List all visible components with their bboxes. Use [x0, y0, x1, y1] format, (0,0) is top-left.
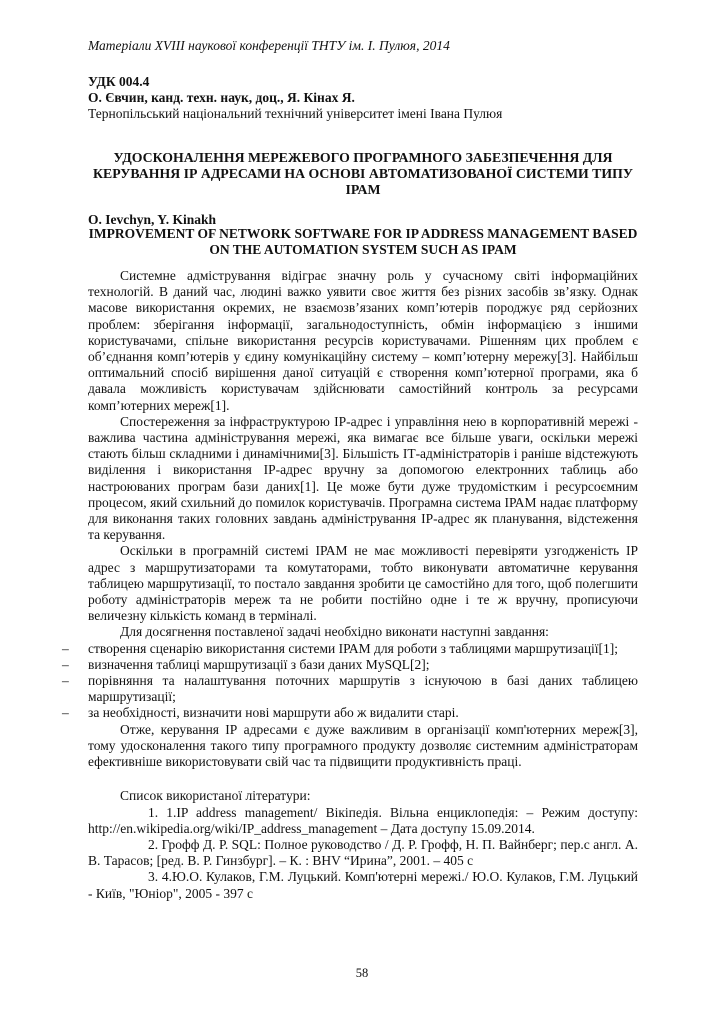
conclusion-paragraph: Отже, керування ІР адресами є дуже важливим в організації комп'ютерних мереж[3], тому удосконалення такого типу програмного продукту дозволяє системним адміністраторам ефективніше використовувати свій час та підвищити продуктивність праці. — [88, 721, 638, 770]
reference-item: 2. Грофф Д. Р. SQL: Полное руководство / Д. Р. Грофф, Н. П. Вайнберг; пер.с англ. А. В. Тарасов; [ред. В. Р. Гинзбург]. – К. : BHV “Ирина”, 2001. – 405 с — [88, 836, 638, 869]
article-body — [62, 268, 638, 902]
authors-uk: О. Євчин, канд. техн. наук, доц., Я. Кінах Я. — [88, 90, 355, 105]
list-item — [62, 705, 638, 721]
title-english: IMPROVEMENT OF NETWORK SOFTWARE FOR IP ADDRESS MANAGEMENT BASED ON THE AUTOMATION SYSTEM SUCH AS IPAM — [88, 226, 638, 257]
dash-marker: – — [62, 673, 69, 689]
list-item-text: за необхідності, визначити нові маршрути або ж видалити старі. — [88, 705, 459, 721]
dash-marker: – — [62, 640, 69, 656]
paragraph-4: Для досягнення поставленої задачі необхідно виконати наступні завдання: — [120, 624, 549, 640]
list-item — [62, 673, 638, 705]
udk-code: УДК 004.4 — [88, 74, 150, 89]
page-number: 58 — [355, 966, 369, 980]
dash-marker: – — [62, 705, 69, 721]
running-header: Матеріали XVIII наукової конференції ТНТУ ім. І. Пулюя, 2014 — [88, 38, 450, 53]
list-item — [62, 640, 638, 657]
reference-item: 1. 1.IP address management/ Вікіпедія. Вільна енциклопедія: – Режим доступу: http://en.wikipedia.org/wiki/IP_address_management – Дата доступу 15.09.2014. — [88, 804, 638, 836]
paragraph-3: Оскільки в програмній системі ІРАМ не має можливості перевіряти узгодженість ІР адрес з маршрутизаторами та комутаторами, тобто виконувати автоматичне керування таблицею маршрутизації, то постало завдання зробити це самостійно для того, щоб полегшити роботу адміністраторів мереж та не робити постійно одне і те ж вручну, прописуючи величезну кількість команд в терміналі. — [88, 543, 638, 624]
task-list — [62, 640, 638, 722]
reference-item: 3. 4.Ю.О. Кулаков, Г.М. Луцький. Комп'ютерні мережі./ Ю.О. Кулаков, Г.М. Луцький - Київ, "Юніор", 2005 - 397 с — [88, 869, 638, 901]
references-title: Список використаної літератури: — [120, 788, 311, 804]
paragraph-2: Спостереження за інфраструктурою ІР-адрес і управління нею в корпоративній мережі - важлива частина адміністрування мережі, яка вимагає все більше уваги, оскільки мережі стають більш складними і динамічними[3]. Більшість ІТ-адміністраторів і раніше відстежують виділення і використання ІР-адрес вручну за допомогою електронних таблиць або настроюваних програм бази даних[1]. Це може бути дуже трудомістким і ресурсоємним процесом, який схильний до помилок користувачів. Програмна система ІРАМ надає платформу для виконання таких головних завдань адміністрування ІР-адрес як планування, відстеження та керування. — [88, 413, 638, 543]
references — [88, 788, 638, 901]
title-ukrainian: УДОСКОНАЛЕННЯ МЕРЕЖЕВОГО ПРОГРАМНОГО ЗАБЕЗПЕЧЕННЯ ДЛЯ КЕРУВАННЯ ІР АДРЕСАМИ НА ОСНОВІ АВТОМАТИЗОВАНОЇ СИСТЕМИ ТИПУ ІРАМ — [93, 150, 633, 197]
list-item-text: порівняння та налаштування поточних маршрутів з існуючою в базі даних таблицею маршрутизації; — [88, 673, 638, 705]
affiliation: Тернопільський національний технічний університет імені Івана Пулюя — [88, 106, 503, 121]
dash-marker: – — [62, 656, 69, 672]
paragraph-1: Системне адмістрування відіграє значну роль у сучасному світі інформаційних технологій. В даний час, людині важко уявити своє життя без різних засобів зв’язку. Однак масове використання окремих, не взаємозв’язаних комп’ютерів породжує ряд серйозних проблем: зберігання інформації, загальнодоступність, обмін інформацією з іншими користувачами, спільне використання ресурсів користувачами. Рішенням цих проблем є об’єднання комп’ютерів у єдину комунікаційну систему – комп’ютерну мережу[3]. Найбільш оптимальний спосіб вирішення даної ситуацій є створення комп’ютерної програми, яка б давала можливість користувачам здійснювати самостійний контроль за ресурсами комп’ютерних мереж[1]. — [88, 268, 638, 413]
list-item-text: створення сценарію використання системи ІРАМ для роботи з таблицями маршрутизації[1]; — [88, 640, 619, 656]
list-item-text: визначення таблиці маршрутизації з бази даних MySQL[2]; — [88, 656, 430, 672]
authors-en: O. Ievchyn, Y. Kinakh — [88, 212, 217, 227]
list-item — [62, 656, 638, 673]
